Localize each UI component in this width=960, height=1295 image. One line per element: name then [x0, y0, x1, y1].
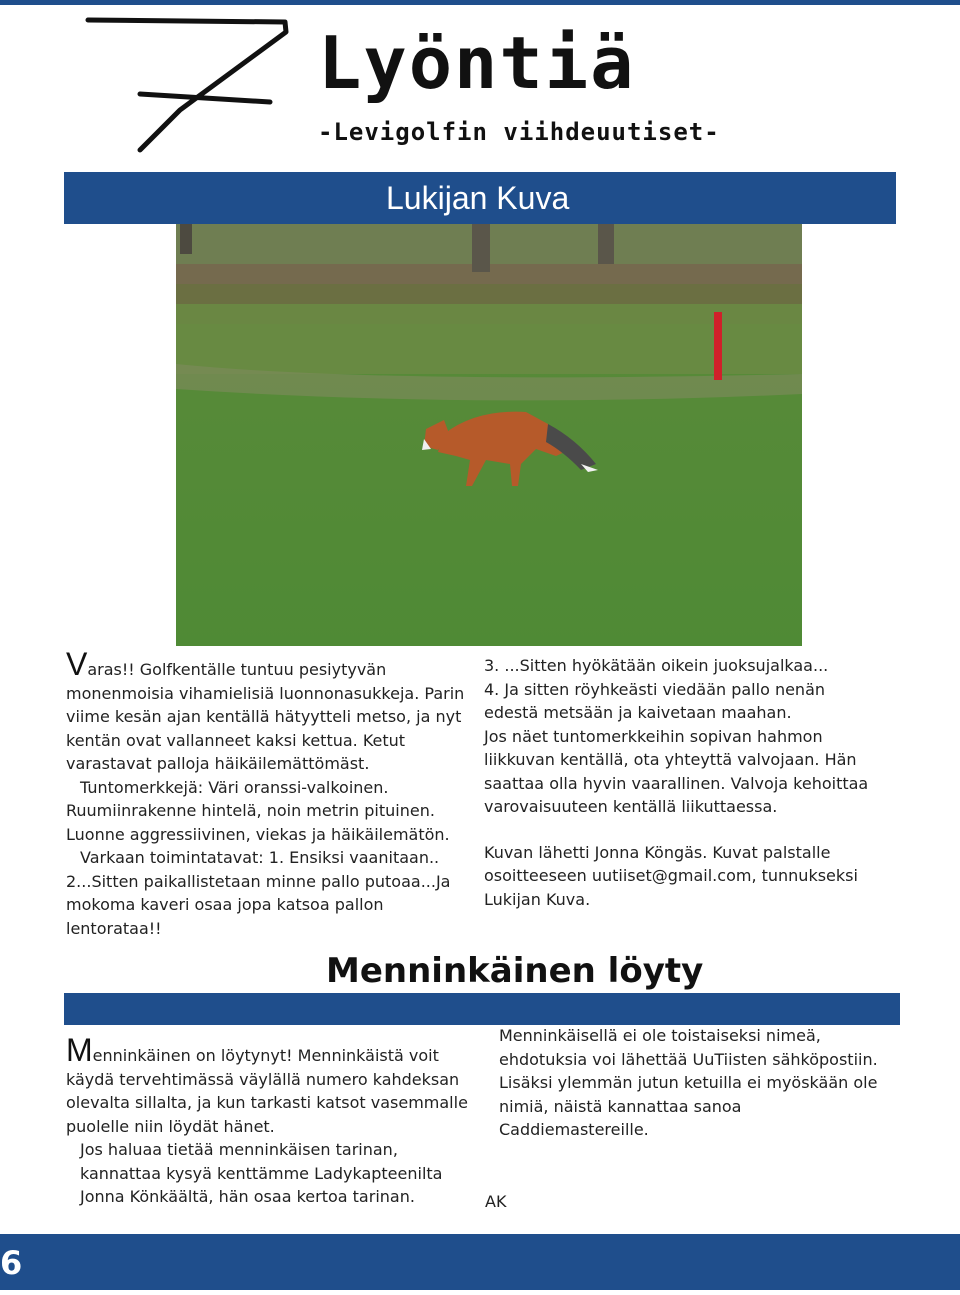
tree-trunk [472, 224, 490, 272]
article-paragraph: Jos haluaa tietää menninkäisen tarinan, kannattaa kysyä kenttämme Ladykapteenilta Jonna Könkäältä, hän osaa kertoa tarinan. [80, 1140, 443, 1206]
article-paragraph: Ruumiinrakenne hintelä, noin metrin pituinen. [66, 801, 435, 820]
tree-trunk [598, 224, 614, 264]
article-paragraph: Varkaan toimintatavat: 1. Ensiksi vaanitaan.. [80, 848, 440, 867]
issue-number-logo [80, 10, 300, 160]
footer-bar [0, 1234, 960, 1290]
article-paragraph: Menninkäisellä ei ole toistaiseksi nimeä, ehdotuksia voi lähettää UuTiisten sähköpostiin. Lisäksi ylemmän jutun ketuilla ei myöskään ole nimiä, näistä kannattaa sanoa Caddiemastereille. [499, 1026, 878, 1139]
article-right-column [484, 654, 884, 911]
page-number: 6 [0, 1244, 23, 1282]
article-left-column [66, 646, 486, 940]
article-paragraph: 2...Sitten paikallistetaan minne pallo putoaa...Ja mokoma kaveri osaa jopa katsoa pallon lentorataa!! [66, 871, 451, 938]
article-paragraph: Jos näet tuntomerkkeihin sopivan hahmon liikkuvan kentällä, ota yhteyttä valvojaan. Hän saattaa olla hyvin vaarallinen. Valvoja kehoittaa varovaisuuteen kentällä liikuttaessa. [484, 726, 869, 816]
article-left-column [66, 1032, 476, 1209]
top-accent-bar [0, 0, 960, 5]
author-signature: AK [485, 1191, 507, 1211]
article-heading: Menninkäinen löyty [326, 951, 704, 991]
article-paragraph: Tuntomerkkejä: Väri oranssi-valkoinen. [80, 777, 389, 797]
magazine-subtitle: -Levigolfin viihdeuutiset- [318, 118, 720, 146]
fox-photo [176, 224, 802, 646]
article-paragraph: Varas!! Golfkentälle tuntuu pesiytyvän monenmoisia vihamielisiä luonnonasukkeja. Parin viime kesän ajan kentällä hätyytteli metso, ja nyt kentän ovat vallanneet kaksi kettua. Ketut varastavat palloja häikäilemättömäst. [66, 646, 465, 773]
drop-cap: M [66, 1032, 93, 1068]
drop-cap: V [66, 646, 88, 682]
section-banner [64, 172, 896, 224]
magazine-title: Lyöntiä [318, 21, 636, 105]
article-right-column [485, 1024, 880, 1213]
section-banner-title: Lukijan Kuva [386, 180, 570, 216]
article-paragraph: Luonne aggressiivinen, viekas ja häikäilemätön. [66, 824, 450, 844]
article-paragraph: 4. Ja sitten röyhkeästi viedään pallo nenän edestä metsään ja kaivetaan maahan. [484, 679, 826, 722]
section-divider-bar [64, 993, 900, 1025]
red-marker-post [714, 312, 722, 380]
article-paragraph: Menninkäinen on löytynyt! Menninkäistä voit käydä tervehtimässä väylällä numero kahdeksan olevalta sillalta, ja kun tarkasti katsot vasemmalle puolelle niin löydät hänet. [66, 1032, 468, 1136]
tree-trunk [180, 224, 192, 254]
article-paragraph: 3. ...Sitten hyökätään oikein juoksujalkaa... [484, 656, 829, 675]
article-paragraph: Kuvan lähetti Jonna Köngäs. Kuvat palstalle osoitteeseen uutiiset@gmail.com, tunnukseksi Lukijan Kuva. [484, 842, 858, 909]
